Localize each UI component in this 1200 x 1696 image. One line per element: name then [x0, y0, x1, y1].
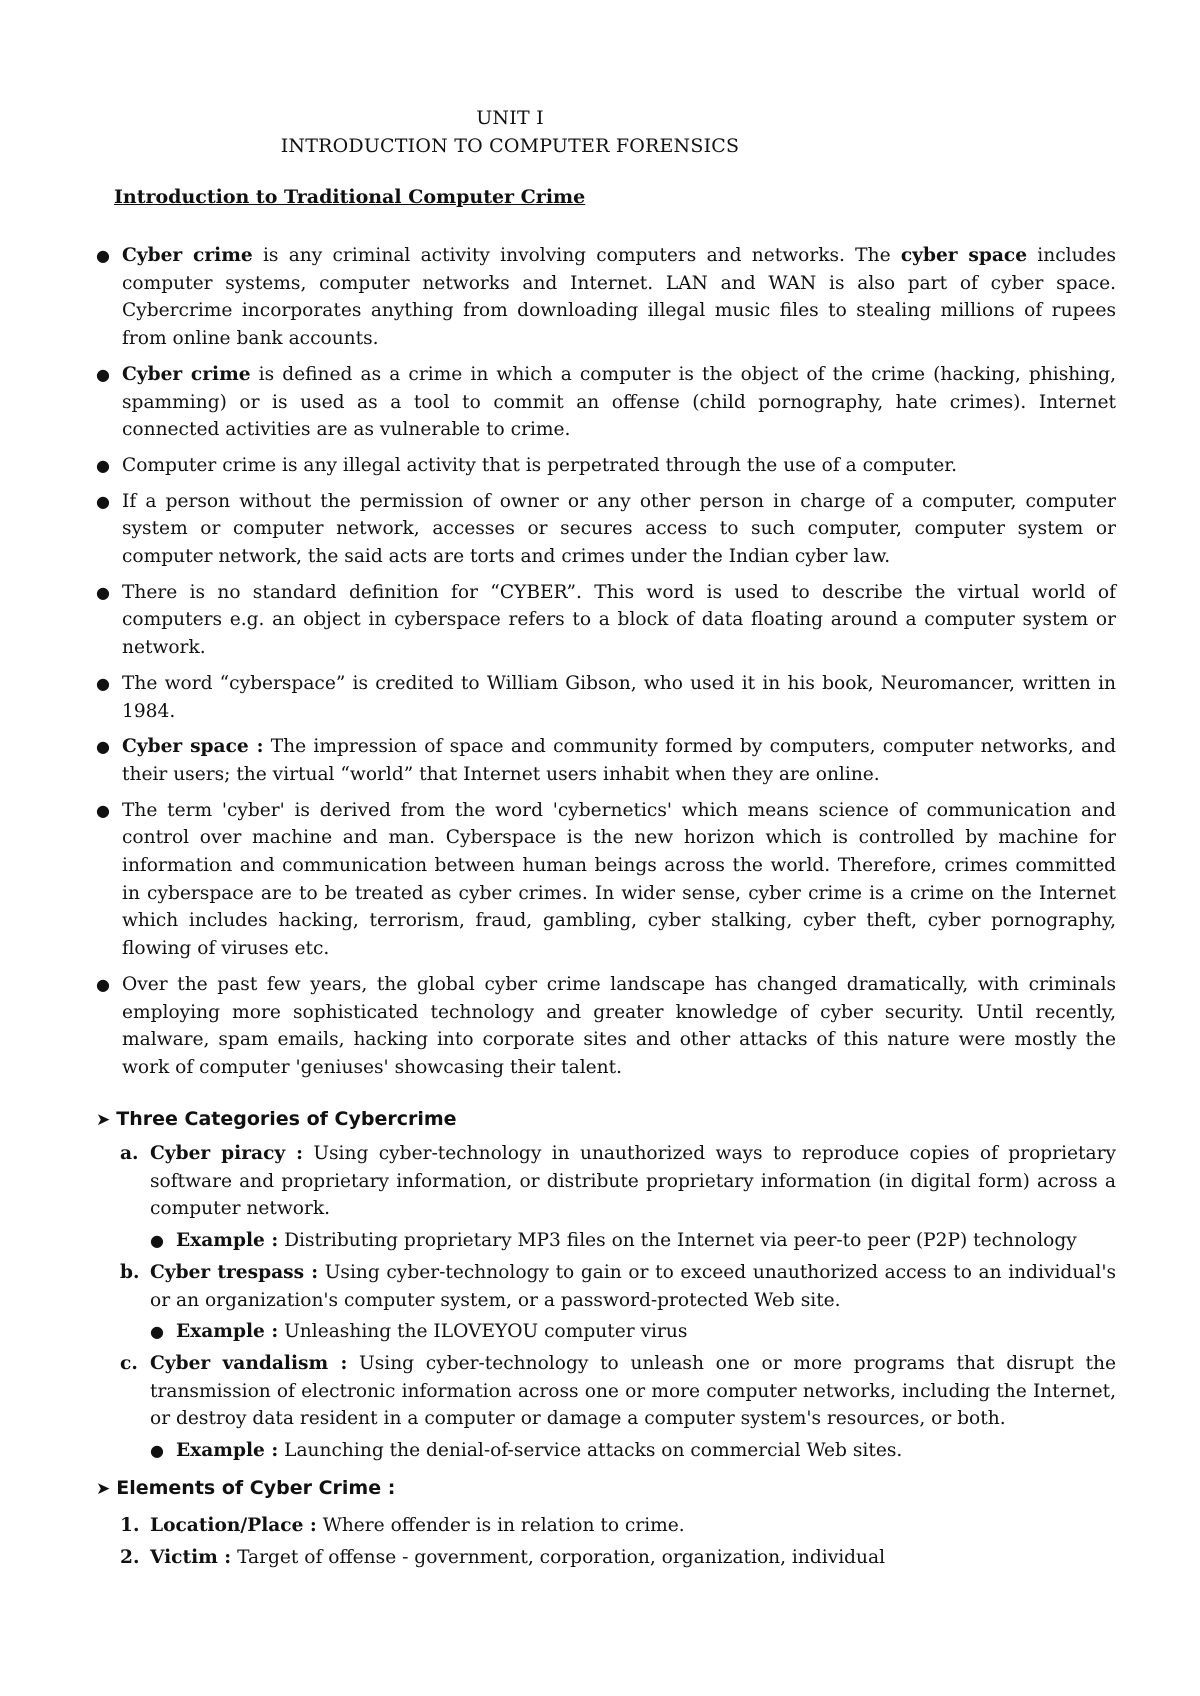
- example-item: [150, 1227, 1116, 1255]
- element-text: Target of offense - government, corporation, organization, individual: [231, 1546, 886, 1568]
- category-item: [120, 1259, 1116, 1346]
- bullet-icon: ●: [96, 974, 110, 994]
- example-item: [150, 1437, 1116, 1465]
- element-item: [120, 1544, 1116, 1572]
- bold-term: Cyber vandalism :: [150, 1352, 348, 1374]
- bullet-icon: ●: [96, 246, 110, 265]
- bullet-icon: ●: [96, 455, 110, 475]
- list-marker: 2.: [120, 1546, 140, 1568]
- bullet-icon: ●: [96, 737, 110, 757]
- bullet-icon: ●: [150, 1322, 164, 1342]
- unit-header: [0, 104, 1020, 160]
- bold-term: Cyber crime: [122, 245, 253, 266]
- example-text: Unleashing the ILOVEYOU computer virus: [278, 1321, 688, 1343]
- bullet-item: [96, 488, 1116, 571]
- bullet-text: There is no standard definition for “CYBER”. This word is used to describe the virtual world of computers e.g. an object in cyberspace refers to a block of data floating around a computer system or network.: [122, 581, 1116, 659]
- elements-heading: [96, 1477, 395, 1499]
- bold-term: Location/Place :: [150, 1515, 317, 1536]
- bullet-item: [96, 971, 1116, 1082]
- elements-heading-text: Elements of Cyber Crime :: [116, 1477, 396, 1499]
- bullet-text: is any criminal activity involving computers and networks. The: [252, 245, 901, 266]
- example-label: Example :: [176, 1230, 279, 1252]
- bullet-icon: ●: [96, 673, 110, 693]
- bullet-item: [96, 361, 1116, 444]
- bullet-item: [96, 733, 1116, 788]
- bullet-icon: ●: [150, 1441, 164, 1461]
- bullet-icon: ●: [96, 491, 110, 511]
- bullet-item: [96, 452, 1116, 480]
- arrow-bullet-icon: ➤: [96, 1479, 111, 1499]
- bullet-text: If a person without the permission of owner or any other person in charge of a computer, computer system or computer network, accesses or secures access to such computer, computer system or computer network, the said acts are torts and crimes under the Indian cyber law.: [122, 490, 1116, 568]
- categories-list: [120, 1140, 1116, 1469]
- bullet-item: [96, 242, 1116, 353]
- category-text: Using cyber-technology in unauthorized ways to reproduce copies of proprietary software and proprietary information, or distribute proprietary information (in digital form) across a computer network.: [150, 1143, 1116, 1220]
- category-text: Using cyber-technology to gain or to exceed unauthorized access to an individual's or an organization's computer system, or a password-protected Web site.: [150, 1261, 1116, 1311]
- bullet-item: [96, 797, 1116, 963]
- bold-term: Cyber space :: [122, 736, 264, 758]
- bullet-icon: ●: [96, 800, 110, 820]
- bullet-text: The impression of space and community formed by computers, computer networks, and their users; the virtual “world” that Internet users inhabit when they are online.: [122, 736, 1116, 785]
- bullet-icon: ●: [150, 1231, 164, 1251]
- category-text: Using cyber-technology to unleash one or more programs that disrupt the transmission of electronic information across one or more computer networks, including the Internet, or destroy data resident in a computer or damage a computer system's resources, or both.: [150, 1352, 1116, 1430]
- bullet-text: Computer crime is any illegal activity that is perpetrated through the use of a computer.: [122, 454, 957, 476]
- bold-term: Victim :: [150, 1546, 232, 1568]
- list-marker: b.: [120, 1261, 140, 1283]
- bullet-item: [96, 670, 1116, 725]
- list-marker: c.: [120, 1352, 138, 1374]
- example-label: Example :: [176, 1440, 279, 1462]
- bullet-icon: ●: [96, 364, 110, 384]
- section-heading: Introduction to Traditional Computer Crime: [114, 186, 586, 208]
- intro-bullet-list: [96, 242, 1116, 1090]
- example-text: Distributing proprietary MP3 files on the Internet via peer-to peer (P2P) technology: [278, 1230, 1077, 1252]
- bold-term: cyber space: [900, 245, 1028, 266]
- example-label: Example :: [176, 1321, 279, 1343]
- element-item: [120, 1512, 1116, 1540]
- example-item: [150, 1318, 1116, 1346]
- bullet-icon: ●: [96, 582, 110, 602]
- bullet-text: includes computer systems, computer networks and Internet. LAN and WAN is also part of cyber space. Cybercrime incorporates anything from downloading illegal music files to stealing millions of rupees from online bank accounts.: [122, 245, 1116, 350]
- unit-title: INTRODUCTION TO COMPUTER FORENSICS: [280, 135, 740, 157]
- category-item: [120, 1350, 1116, 1465]
- bold-term: Cyber piracy :: [150, 1143, 303, 1164]
- bullet-text: Over the past few years, the global cyber crime landscape has changed dramatically, with criminals employing more sophisticated technology and greater knowledge of cyber security. Until recently, malware, spam emails, hacking into corporate sites and other attacks of this nature were mostly the work of computer 'geniuses' showcasing their talent.: [122, 973, 1116, 1078]
- category-item: [120, 1140, 1116, 1255]
- unit-label: UNIT I: [476, 107, 544, 129]
- categories-heading-text: Three Categories of Cybercrime: [116, 1108, 457, 1130]
- bullet-text: The term 'cyber' is derived from the word 'cybernetics' which means science of communication and control over machine and man. Cyberspace is the new horizon which is controlled by machine for information and communication between human beings across the world. Therefore, crimes committed in cyberspace are to be treated as cyber crimes. In wider sense, cyber crime is a crime on the Internet which includes hacking, terrorism, fraud, gambling, cyber stalking, cyber theft, cyber pornography, flowing of viruses etc.: [122, 799, 1116, 960]
- elements-list: [120, 1512, 1116, 1575]
- categories-heading: [96, 1108, 457, 1130]
- bold-term: Cyber trespass :: [150, 1261, 319, 1283]
- bold-term: Cyber crime: [122, 363, 251, 385]
- arrow-bullet-icon: ➤: [96, 1110, 111, 1130]
- list-marker: a.: [120, 1143, 139, 1164]
- bullet-text: The word “cyberspace” is credited to William Gibson, who used it in his book, Neuromancer, written in 1984.: [122, 672, 1116, 722]
- bullet-text: is defined as a crime in which a computer is the object of the crime (hacking, phishing, spamming) or is used as a tool to commit an offense (child pornography, hate crimes). Internet connected activities are as vulnerable to crime.: [122, 363, 1116, 441]
- list-marker: 1.: [120, 1515, 140, 1536]
- example-text: Launching the denial-of-service attacks on commercial Web sites.: [278, 1440, 903, 1462]
- element-text: Where offender is in relation to crime.: [316, 1515, 685, 1536]
- bullet-item: [96, 579, 1116, 662]
